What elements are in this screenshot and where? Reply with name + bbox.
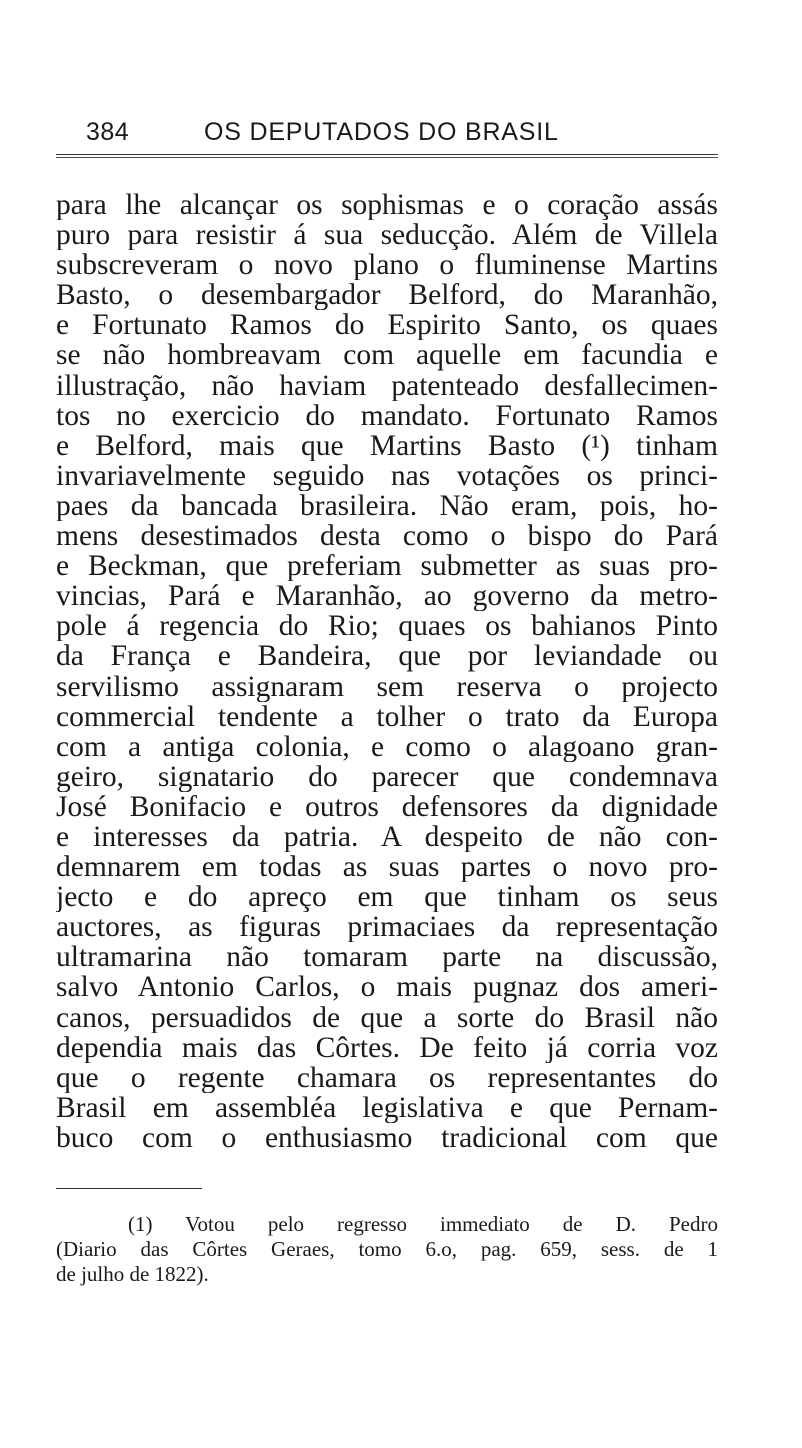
text-line: subscreveram o novo plano o fluminense Martins	[56, 250, 718, 281]
text-line: e interesses da patria. A despeito de não con-	[56, 821, 718, 853]
text-line: ultramarina não tomaram parte na discussão,	[56, 942, 718, 973]
text-line: canos, persuadidos de que a sorte do Brasil não	[56, 1002, 718, 1033]
text-line: servilismo assignaram sem reserva o projecto	[56, 671, 718, 702]
text-line: vincias, Pará e Maranhão, ao governo da metro-	[56, 581, 718, 612]
text-line: demnarem em todas as suas partes o novo pro-	[56, 852, 718, 883]
text-line: paes da bancada brasileira. Não eram, pois, ho-	[56, 490, 718, 522]
footnote-rule	[56, 1188, 202, 1189]
text-line: José Bonifacio e outros defensores da dignidade	[56, 791, 718, 822]
body-text	[56, 190, 718, 1153]
footnote-line: (1) Votou pelo regresso immediato de D. Pedro	[128, 1212, 718, 1236]
text-line: jecto e do apreço em que tinham os seus	[56, 882, 718, 913]
text-line: pole á regencia do Rio; quaes os bahianos Pinto	[56, 611, 718, 642]
text-line: tos no exercicio do mandato. Fortunato Ramos	[56, 400, 718, 431]
text-line: auctores, as figuras primaciaes da representação	[56, 912, 718, 943]
text-line: illustração, não haviam patenteado desfallecimen-	[56, 370, 718, 401]
text-line: commercial tendente a tolher o trato da Europa	[56, 701, 718, 732]
running-head	[56, 114, 718, 154]
text-line: invariavelmente seguido nas votações os princi-	[56, 460, 718, 491]
text-line: Basto, o desembargador Belford, do Maranhão,	[56, 280, 718, 311]
text-line: dependia mais das Côrtes. De feito já corria voz	[56, 1032, 718, 1063]
text-line: e Belford, mais que Martins Basto (¹) tinham	[56, 430, 718, 461]
text-line: e Beckman, que preferiam submetter as suas pro-	[56, 551, 718, 582]
footnote	[56, 1212, 718, 1287]
text-line: para lhe alcançar os sophismas e o coração assás	[56, 190, 718, 221]
text-line: que o regente chamara os representantes do	[56, 1062, 718, 1093]
page-number: 384	[86, 118, 130, 146]
header-rule	[56, 154, 718, 158]
text-line: puro para resistir á sua seducção. Além de Villela	[56, 220, 718, 251]
text-line: e Fortunato Ramos do Espirito Santo, os quaes	[56, 310, 718, 341]
text-line: geiro, signatario do parecer que condemnava	[56, 761, 718, 792]
book-page	[56, 0, 718, 1448]
footnote-line: de julho de 1822).	[56, 1262, 209, 1286]
text-line: se não hombreavam com aquelle em facundia e	[56, 340, 718, 371]
text-line: salvo Antonio Carlos, o mais pugnaz dos ameri-	[56, 972, 718, 1003]
text-line: com a antiga colonia, e como o alagoano gran-	[56, 731, 718, 762]
footnote-line: (Diario das Côrtes Geraes, tomo 6.o, pag. 659, sess. de 1	[56, 1237, 718, 1261]
text-line: mens desestimados desta como o bispo do Pará	[56, 521, 718, 552]
running-title: OS DEPUTADOS DO BRASIL	[204, 118, 559, 146]
text-line: buco com o enthusiasmo tradicional com que	[56, 1122, 718, 1153]
text-line: Brasil em assembléa legislativa e que Pernam-	[56, 1092, 718, 1123]
text-line: da França e Bandeira, que por leviandade ou	[56, 641, 718, 672]
